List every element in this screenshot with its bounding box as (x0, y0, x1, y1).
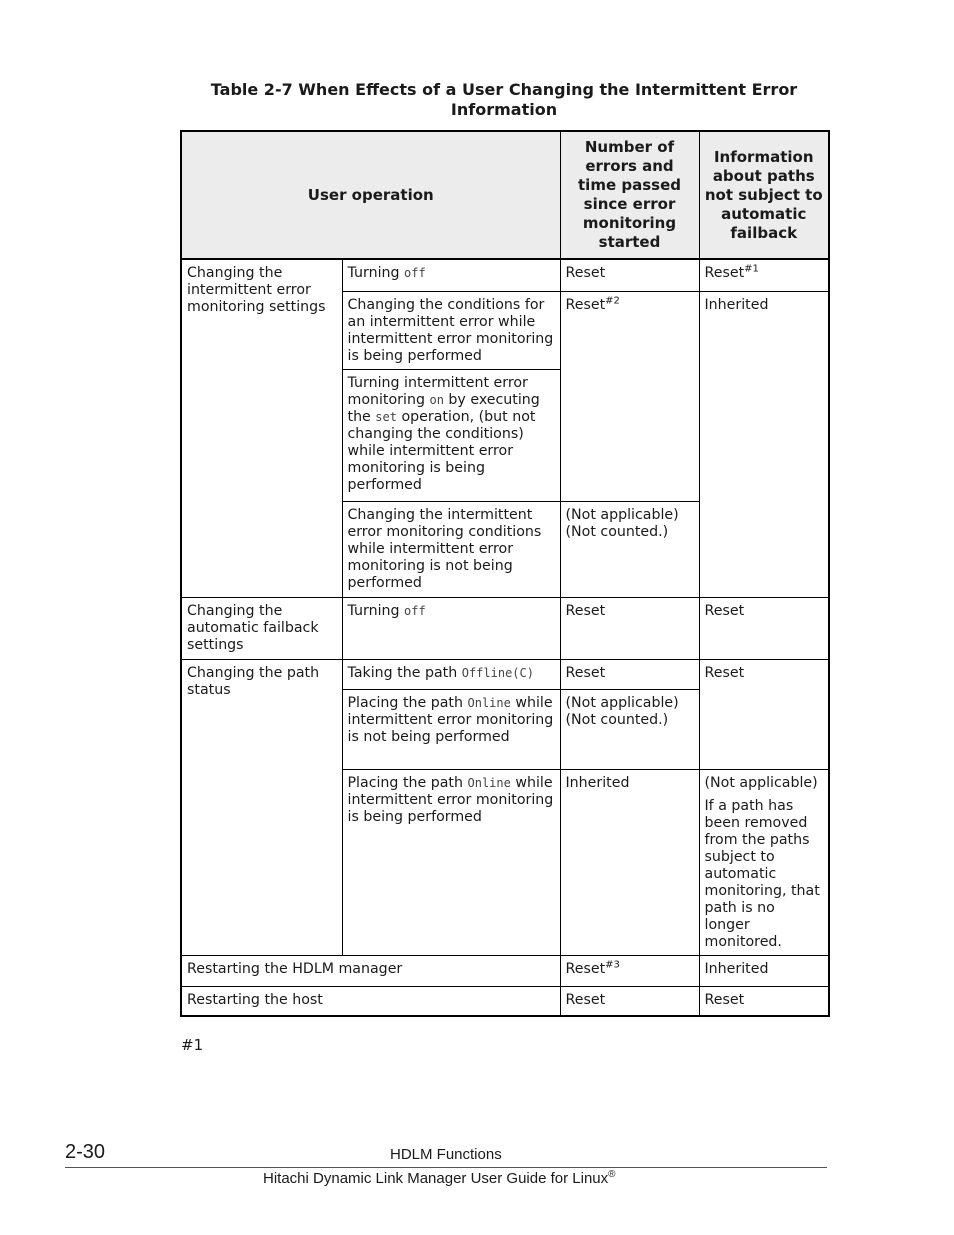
info-text: (Not applicable) (704, 774, 818, 791)
op-text: Turning intermittent error monitoring (347, 374, 528, 408)
info-cell: Inherited (699, 955, 829, 986)
op-text: Placing the path (347, 774, 468, 791)
errors-cell (560, 955, 699, 986)
group-monitoring-cell: Changing the intermittent error monitoring settings (181, 259, 342, 597)
errors-text: (Not applicable) (565, 506, 679, 523)
footer-divider (65, 1167, 827, 1168)
errors-text: (Not counted.) (565, 523, 669, 540)
info-cell (699, 769, 829, 955)
op-code: off (404, 603, 426, 618)
errors-cell: Reset (560, 659, 699, 689)
group-path-cell: Changing the path status (181, 659, 342, 955)
table-row (181, 659, 829, 689)
op-code: Online (467, 775, 511, 790)
info-cell: Reset (699, 597, 829, 659)
book-title-text: Hitachi Dynamic Link Manager User Guide for Linux (263, 1170, 609, 1187)
info-cell: Reset (699, 659, 829, 769)
footnote-ref: #3 (605, 958, 620, 970)
section-title: HDLM Functions (390, 1146, 502, 1163)
op-text: Turning (347, 602, 405, 619)
op-text: by executing the (347, 391, 540, 425)
op-cell: Changing the intermittent error monitoring conditions while intermittent error monitoring is not being performed (342, 501, 560, 597)
footnote-ref: #2 (605, 294, 620, 306)
op-text: Turning (347, 265, 405, 281)
errors-cell: Reset (560, 597, 699, 659)
op-cell (342, 659, 560, 689)
info-cell: Reset (699, 986, 829, 1016)
header-errors: Number of errors and time passed since error monitoring started (560, 131, 699, 259)
errors-cell (560, 501, 699, 597)
table-row (181, 986, 829, 1016)
info-cell: Inherited (699, 291, 829, 597)
op-code: Offline(C) (461, 665, 534, 680)
info-text: Reset (704, 265, 745, 281)
caption-line-2: Information (450, 100, 558, 119)
group-failback-cell: Changing the automatic failback settings (181, 597, 342, 659)
table-row (181, 955, 829, 986)
op-text: Placing the path (347, 694, 468, 711)
footnote-ref: #1 (744, 263, 759, 275)
table-caption (180, 80, 828, 120)
op-text: while intermittent error monitoring is not being performed (347, 694, 554, 745)
op-cell (342, 769, 560, 955)
book-title (263, 1170, 616, 1187)
errors-text: (Not counted.) (565, 711, 669, 728)
op-cell (342, 369, 560, 501)
errors-text: Reset (565, 960, 606, 977)
errors-text: (Not applicable) (565, 694, 679, 711)
op-text: Taking the path (347, 664, 462, 681)
errors-text: Reset (565, 296, 606, 313)
errors-cell: Reset (560, 986, 699, 1016)
group-manager-cell: Restarting the HDLM manager (181, 955, 560, 986)
page-number: 2-30 (65, 1141, 106, 1163)
header-row (181, 131, 829, 259)
op-text: operation, (but not changing the conditions) while intermittent error monitoring is being performed (347, 408, 536, 493)
group-host-cell: Restarting the host (181, 986, 560, 1016)
table-row (181, 259, 829, 291)
info-text: If a path has been removed from the paths subject to automatic monitoring, that path is no longer monitored. (704, 797, 820, 950)
errors-cell (560, 291, 699, 501)
op-cell (342, 597, 560, 659)
op-text: while intermittent error monitoring is being performed (347, 774, 554, 825)
registered-mark: ® (608, 1169, 616, 1180)
header-info: Information about paths not subject to automatic failback (699, 131, 829, 259)
op-code: off (404, 266, 426, 280)
op-code: on (429, 392, 444, 407)
op-cell (342, 689, 560, 769)
effects-table (180, 130, 830, 1017)
footnote-label: #1 (181, 1036, 204, 1054)
errors-cell: Reset (560, 259, 699, 291)
caption-line-1: Table 2-7 When Effects of a User Changing the Intermittent Error (210, 80, 798, 99)
op-code: set (375, 409, 397, 424)
info-cell (699, 259, 829, 291)
table-row (181, 597, 829, 659)
errors-cell: Inherited (560, 769, 699, 955)
errors-cell (560, 689, 699, 769)
op-cell (342, 259, 560, 291)
op-cell: Changing the conditions for an intermittent error while intermittent error monitoring is being performed (342, 291, 560, 369)
header-user-operation: User operation (181, 131, 560, 259)
op-code: Online (467, 695, 511, 710)
